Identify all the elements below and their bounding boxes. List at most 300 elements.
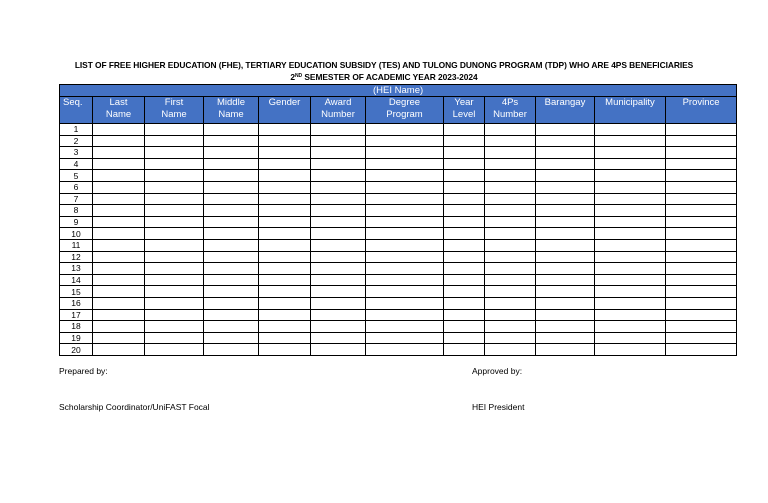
column-header [311,97,366,124]
table-cell [595,228,666,240]
table-cell [595,263,666,275]
seq-cell: 6 [60,181,93,193]
table-row [60,181,737,193]
table-cell [666,309,737,321]
table-cell [259,147,311,159]
table-cell [145,263,204,275]
table-cell [259,193,311,205]
table-cell [204,158,259,170]
table-cell [93,239,145,251]
seq-cell: 18 [60,321,93,333]
table-cell [666,181,737,193]
table-cell [145,147,204,159]
approver-title: HEI President [472,402,525,412]
table-cell [666,135,737,147]
table-cell [145,158,204,170]
table-cell [93,205,145,217]
table-cell [259,228,311,240]
table-cell [595,286,666,298]
table-cell [145,135,204,147]
table-row [60,147,737,159]
table-cell [444,216,485,228]
table-cell [536,286,595,298]
table-cell [204,216,259,228]
table-cell [204,124,259,136]
table-cell [485,147,536,159]
table-cell [666,147,737,159]
table-cell [204,309,259,321]
table-cell [204,297,259,309]
table-row [60,158,737,170]
semester-subtitle [0,72,768,82]
table-cell [204,147,259,159]
table-cell [204,286,259,298]
table-cell [259,158,311,170]
beneficiaries-table [59,84,737,356]
table-cell [595,158,666,170]
seq-cell: 1 [60,124,93,136]
table-cell [311,124,366,136]
table-cell [666,274,737,286]
table-cell [145,344,204,356]
table-cell [666,239,737,251]
table-cell [485,332,536,344]
table-cell [444,158,485,170]
table-cell [536,193,595,205]
table-cell [259,124,311,136]
table-cell [485,181,536,193]
table-cell [259,205,311,217]
column-header-line2: Name [105,109,132,120]
table-cell [444,170,485,182]
table-cell [666,297,737,309]
column-header-line1: Gender [268,97,301,108]
column-header [485,97,536,124]
table-cell [444,205,485,217]
column-header [259,97,311,124]
column-header-line2: Name [218,109,244,120]
hei-name-header: (HEI Name) [60,85,737,97]
table-cell [444,332,485,344]
table-cell [259,309,311,321]
table-cell [536,263,595,275]
table-cell [145,239,204,251]
table-cell [204,332,259,344]
table-cell [93,274,145,286]
column-header-line2: Number [321,109,355,120]
table-cell [259,286,311,298]
table-row [60,297,737,309]
table-cell [595,135,666,147]
table-cell [366,193,444,205]
table-cell [536,251,595,263]
column-header-line2: Program [386,109,423,120]
table-cell [145,251,204,263]
table-cell [536,297,595,309]
table-cell [595,205,666,217]
approved-by-label: Approved by: [472,366,523,376]
seq-cell: 10 [60,228,93,240]
seq-cell: 16 [60,297,93,309]
table-cell [536,274,595,286]
seq-cell: 4 [60,158,93,170]
table-cell [666,286,737,298]
column-header-line1: Award [324,97,352,108]
table-cell [145,309,204,321]
table-cell [259,263,311,275]
table-cell [595,124,666,136]
table-cell [311,344,366,356]
table-cell [204,263,259,275]
table-cell [145,193,204,205]
column-header [595,97,666,124]
seq-cell: 2 [60,135,93,147]
seq-cell: 7 [60,193,93,205]
column-header-line1: Province [682,97,720,108]
table-cell [444,263,485,275]
column-header-line1: Middle [217,97,245,108]
prepared-by-label: Prepared by: [59,366,108,376]
table-cell [666,170,737,182]
table-cell [311,181,366,193]
seq-cell: 5 [60,170,93,182]
semester-ordinal: 2 [290,72,295,82]
table-cell [204,181,259,193]
table-cell [366,286,444,298]
table-cell [366,124,444,136]
table-cell [311,228,366,240]
table-cell [259,170,311,182]
table-cell [666,251,737,263]
table-cell [93,251,145,263]
table-cell [444,321,485,333]
table-cell [366,181,444,193]
table-cell [204,205,259,217]
table-cell [311,286,366,298]
column-header [93,97,145,124]
table-row [60,263,737,275]
table-cell [259,251,311,263]
table-cell [204,321,259,333]
table-cell [93,286,145,298]
table-cell [259,321,311,333]
table-cell [536,228,595,240]
table-cell [93,135,145,147]
table-cell [311,251,366,263]
table-cell [595,332,666,344]
column-header-line1: Municipality [605,97,655,108]
column-header-line1: 4Ps [501,97,519,108]
table-cell [595,344,666,356]
table-cell [595,251,666,263]
column-header-line1: Barangay [544,97,586,108]
table-cell [666,205,737,217]
table-cell [93,181,145,193]
table-cell [93,147,145,159]
table-cell [204,344,259,356]
table-row [60,251,737,263]
table-row [60,216,737,228]
table-cell [145,297,204,309]
table-cell [311,193,366,205]
table-row [60,135,737,147]
table-cell [485,158,536,170]
table-cell [536,158,595,170]
table-cell [666,332,737,344]
table-row [60,193,737,205]
semester-ordinal-suffix: ND [294,73,303,79]
table-cell [366,239,444,251]
table-cell [485,170,536,182]
table-cell [444,193,485,205]
table-row [60,286,737,298]
column-header-line2: Name [161,109,187,120]
table-cell [145,181,204,193]
table-cell [93,309,145,321]
table-cell [485,344,536,356]
table-cell [204,193,259,205]
column-header-line2: Level [452,109,476,120]
table-row [60,205,737,217]
column-header [145,97,204,124]
table-cell [259,344,311,356]
table-cell [366,147,444,159]
table-cell [666,216,737,228]
table-cell [93,170,145,182]
table-cell [311,147,366,159]
table-cell [145,228,204,240]
table-cell [145,321,204,333]
table-cell [145,124,204,136]
table-cell [444,274,485,286]
table-cell [259,181,311,193]
table-cell [666,228,737,240]
table-cell [259,135,311,147]
table-cell [311,158,366,170]
table-cell [145,216,204,228]
table-cell [485,239,536,251]
table-cell [366,344,444,356]
table-cell [536,216,595,228]
column-header [60,97,93,124]
table-cell [145,170,204,182]
table-cell [311,321,366,333]
column-header-line1: Year [454,97,474,108]
document-title: LIST OF FREE HIGHER EDUCATION (FHE), TERTIARY EDUCATION SUBSIDY (TES) AND TULONG DUNONG PROGRAM (TDP) WHO ARE 4PS BENEFICIARIES [74,60,694,70]
table-row [60,332,737,344]
seq-cell: 20 [60,344,93,356]
table-cell [485,124,536,136]
column-header-line2: Number [493,109,527,120]
seq-cell: 11 [60,239,93,251]
seq-cell: 15 [60,286,93,298]
column-header-line1: Last [109,97,128,108]
table-cell [536,147,595,159]
seq-cell: 3 [60,147,93,159]
seq-cell: 12 [60,251,93,263]
table-cell [444,124,485,136]
table-cell [485,263,536,275]
table-cell [366,135,444,147]
table-cell [536,170,595,182]
table-cell [311,309,366,321]
table-cell [485,205,536,217]
table-row [60,344,737,356]
table-cell [485,135,536,147]
table-cell [366,297,444,309]
table-cell [666,263,737,275]
table-cell [595,309,666,321]
table-cell [311,239,366,251]
table-row [60,274,737,286]
table-cell [666,193,737,205]
table-cell [366,309,444,321]
table-cell [311,263,366,275]
column-header [536,97,595,124]
table-cell [595,216,666,228]
table-body [60,124,737,356]
table-cell [595,239,666,251]
table-cell [485,309,536,321]
table-cell [536,124,595,136]
table-cell [536,181,595,193]
table-cell [485,274,536,286]
table-cell [595,321,666,333]
table-cell [93,344,145,356]
table-cell [666,344,737,356]
table-cell [145,332,204,344]
table-cell [145,274,204,286]
table-cell [485,216,536,228]
table-cell [666,124,737,136]
column-header-row [60,97,737,124]
table-cell [485,228,536,240]
table-cell [93,228,145,240]
table-cell [93,263,145,275]
table-cell [536,344,595,356]
table-cell [444,181,485,193]
table-cell [311,216,366,228]
table-cell [536,321,595,333]
table-cell [259,216,311,228]
table-cell [366,263,444,275]
seq-cell: 8 [60,205,93,217]
seq-cell: 13 [60,263,93,275]
column-header-line1: Seq. [63,97,83,108]
table-cell [536,239,595,251]
table-cell [444,297,485,309]
table-cell [259,274,311,286]
table-row [60,321,737,333]
seq-cell: 9 [60,216,93,228]
table-cell [536,135,595,147]
table-cell [259,332,311,344]
table-cell [444,239,485,251]
table-cell [666,158,737,170]
table-cell [595,147,666,159]
table-cell [204,251,259,263]
table-cell [311,297,366,309]
table-cell [485,321,536,333]
table-cell [595,193,666,205]
table-cell [366,251,444,263]
table-cell [366,205,444,217]
seq-cell: 17 [60,309,93,321]
column-header-line1: First [164,97,184,108]
column-header-line1: Degree [388,97,421,108]
table-cell [595,297,666,309]
table-cell [93,297,145,309]
column-header [666,97,737,124]
table-cell [366,228,444,240]
table-cell [311,170,366,182]
table-cell [444,286,485,298]
table-cell [444,251,485,263]
table-cell [444,135,485,147]
table-cell [485,193,536,205]
table-cell [145,205,204,217]
table-cell [366,158,444,170]
table-cell [204,135,259,147]
table-row [60,239,737,251]
preparer-title: Scholarship Coordinator/UniFAST Focal [59,402,210,412]
table-row [60,228,737,240]
table-cell [311,274,366,286]
table-cell [366,274,444,286]
seq-cell: 14 [60,274,93,286]
table-cell [93,216,145,228]
table-cell [259,239,311,251]
table-cell [311,135,366,147]
table-cell [366,170,444,182]
table-cell [259,297,311,309]
semester-text: SEMESTER OF ACADEMIC YEAR 2023-2024 [302,72,478,82]
table-cell [145,286,204,298]
table-cell [444,228,485,240]
table-cell [444,309,485,321]
table-cell [536,205,595,217]
column-header [204,97,259,124]
table-cell [93,321,145,333]
table-cell [595,274,666,286]
table-row [60,309,737,321]
seq-cell: 19 [60,332,93,344]
table-cell [93,193,145,205]
table-cell [485,286,536,298]
table-cell [444,147,485,159]
table-cell [204,170,259,182]
table-cell [666,321,737,333]
table-cell [311,332,366,344]
table-cell [536,332,595,344]
column-header [444,97,485,124]
column-header [366,97,444,124]
table-row [60,124,737,136]
table-cell [204,239,259,251]
table-cell [595,170,666,182]
table-cell [366,216,444,228]
table-cell [595,181,666,193]
table-cell [311,205,366,217]
table-cell [366,321,444,333]
table-cell [444,344,485,356]
table-cell [485,297,536,309]
table-cell [93,158,145,170]
table-cell [204,228,259,240]
table-row [60,170,737,182]
table-cell [366,332,444,344]
table-cell [93,124,145,136]
